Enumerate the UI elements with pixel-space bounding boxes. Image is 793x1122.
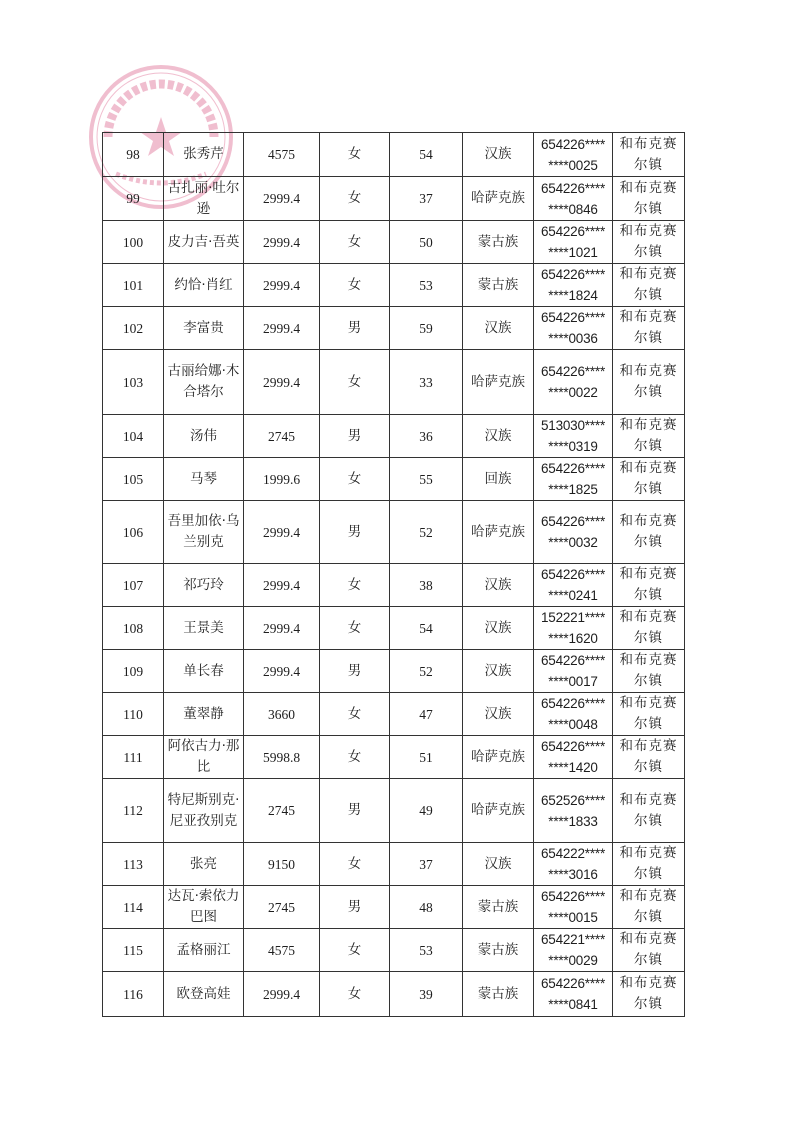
amount-cell: 2999.4	[244, 564, 320, 607]
id-number-cell	[534, 264, 613, 307]
ethnicity-cell: 蒙古族	[463, 221, 534, 264]
row-number-cell: 109	[103, 650, 164, 693]
amount-cell: 2745	[244, 779, 320, 843]
name-cell: 古丽给娜·木合塔尔	[164, 350, 244, 415]
town-cell: 和布克赛尔镇	[613, 929, 685, 972]
amount-cell: 2999.4	[244, 264, 320, 307]
age-cell: 52	[390, 650, 463, 693]
sex-cell: 女	[320, 177, 390, 221]
id-number-part: 654226****	[540, 889, 606, 904]
table-row	[103, 607, 685, 650]
amount-cell: 1999.6	[244, 458, 320, 501]
sex-cell: 女	[320, 843, 390, 886]
id-number-cell	[534, 607, 613, 650]
age-cell: 59	[390, 307, 463, 350]
ethnicity-cell: 汉族	[463, 307, 534, 350]
table-row	[103, 501, 685, 564]
amount-cell: 2745	[244, 415, 320, 458]
id-number-part: 654226****	[540, 310, 606, 325]
age-cell: 54	[390, 607, 463, 650]
town-cell: 和布克赛尔镇	[613, 693, 685, 736]
row-number-cell: 110	[103, 693, 164, 736]
name-cell: 达瓦·索依力巴图	[164, 886, 244, 929]
age-cell: 52	[390, 501, 463, 564]
id-number-part: ****3016	[548, 867, 598, 882]
name-cell: 李富贵	[164, 307, 244, 350]
row-number-cell: 112	[103, 779, 164, 843]
ethnicity-cell: 蒙古族	[463, 972, 534, 1017]
ethnicity-cell: 汉族	[463, 843, 534, 886]
id-number-part: 654226****	[540, 653, 606, 668]
row-number-cell: 108	[103, 607, 164, 650]
age-cell: 51	[390, 736, 463, 779]
name-cell: 吾里加依·乌兰别克	[164, 501, 244, 564]
id-number-part: 654226****	[540, 364, 606, 379]
sex-cell: 女	[320, 929, 390, 972]
age-cell: 33	[390, 350, 463, 415]
table-row	[103, 886, 685, 929]
name-cell: 孟格丽江	[164, 929, 244, 972]
roster-table	[102, 132, 685, 1017]
name-cell: 张亮	[164, 843, 244, 886]
ethnicity-cell: 哈萨克族	[463, 501, 534, 564]
ethnicity-cell: 蒙古族	[463, 886, 534, 929]
table-row	[103, 972, 685, 1017]
table-row	[103, 177, 685, 221]
id-number-part: 654226****	[540, 739, 606, 754]
sex-cell: 女	[320, 972, 390, 1017]
id-number-part: ****1824	[548, 288, 598, 303]
table-row	[103, 650, 685, 693]
table-row	[103, 693, 685, 736]
table-row	[103, 264, 685, 307]
id-number-part: 654226****	[540, 976, 606, 991]
id-number-part: ****0025	[548, 157, 598, 173]
sex-cell: 女	[320, 693, 390, 736]
sex-cell: 女	[320, 564, 390, 607]
sex-cell: 男	[320, 307, 390, 350]
id-number-part: 654226****	[540, 267, 606, 282]
id-number-part: ****0036	[548, 331, 598, 346]
id-number-cell	[534, 886, 613, 929]
town-cell: 和布克赛尔镇	[613, 501, 685, 564]
name-cell: 皮力吉·吾英	[164, 221, 244, 264]
id-number-part: 654226****	[540, 461, 606, 476]
row-number-cell: 105	[103, 458, 164, 501]
amount-cell: 2999.4	[244, 221, 320, 264]
amount-cell: 2999.4	[244, 177, 320, 221]
name-cell: 单长春	[164, 650, 244, 693]
id-number-part: 654226****	[540, 567, 606, 582]
age-cell: 49	[390, 779, 463, 843]
id-number-cell	[534, 221, 613, 264]
town-cell: 和布克赛尔镇	[613, 458, 685, 501]
town-cell: 和布克赛尔镇	[613, 415, 685, 458]
row-number-cell: 106	[103, 501, 164, 564]
name-cell: 董翠静	[164, 693, 244, 736]
town-cell: 和布克赛尔镇	[613, 886, 685, 929]
id-number-part: ****1833	[548, 813, 598, 829]
age-cell: 38	[390, 564, 463, 607]
table-row	[103, 307, 685, 350]
id-number-part: ****0846	[548, 201, 598, 217]
sex-cell: 男	[320, 779, 390, 843]
town-cell: 和布克赛尔镇	[613, 650, 685, 693]
row-number-cell: 111	[103, 736, 164, 779]
id-number-cell	[534, 929, 613, 972]
age-cell: 37	[390, 843, 463, 886]
id-number-cell	[534, 307, 613, 350]
amount-cell: 2999.4	[244, 607, 320, 650]
ethnicity-cell: 汉族	[463, 650, 534, 693]
age-cell: 50	[390, 221, 463, 264]
sex-cell: 男	[320, 415, 390, 458]
town-cell: 和布克赛尔镇	[613, 564, 685, 607]
town-cell: 和布克赛尔镇	[613, 736, 685, 779]
ethnicity-cell: 汉族	[463, 133, 534, 177]
id-number-part: 654226****	[540, 696, 606, 711]
table-row	[103, 779, 685, 843]
town-cell: 和布克赛尔镇	[613, 972, 685, 1017]
ethnicity-cell: 汉族	[463, 564, 534, 607]
town-cell: 和布克赛尔镇	[613, 133, 685, 177]
id-number-part: ****0015	[548, 910, 598, 925]
name-cell: 张秀芹	[164, 133, 244, 177]
age-cell: 36	[390, 415, 463, 458]
amount-cell: 4575	[244, 133, 320, 177]
amount-cell: 2999.4	[244, 972, 320, 1017]
town-cell: 和布克赛尔镇	[613, 177, 685, 221]
row-number-cell: 107	[103, 564, 164, 607]
name-cell: 汤伟	[164, 415, 244, 458]
amount-cell: 5998.8	[244, 736, 320, 779]
age-cell: 47	[390, 693, 463, 736]
ethnicity-cell: 哈萨克族	[463, 177, 534, 221]
row-number-cell: 102	[103, 307, 164, 350]
sex-cell: 女	[320, 264, 390, 307]
id-number-cell	[534, 177, 613, 221]
id-number-part: ****1420	[548, 760, 598, 775]
row-number-cell: 116	[103, 972, 164, 1017]
id-number-part: ****0029	[548, 953, 598, 968]
row-number-cell: 115	[103, 929, 164, 972]
row-number-cell: 103	[103, 350, 164, 415]
sex-cell: 女	[320, 350, 390, 415]
sex-cell: 女	[320, 736, 390, 779]
id-number-part: 654226****	[540, 180, 606, 196]
id-number-part: ****0017	[548, 674, 598, 689]
ethnicity-cell: 汉族	[463, 607, 534, 650]
sex-cell: 男	[320, 501, 390, 564]
age-cell: 53	[390, 929, 463, 972]
age-cell: 39	[390, 972, 463, 1017]
id-number-part: ****0241	[548, 588, 598, 603]
ethnicity-cell: 蒙古族	[463, 929, 534, 972]
sex-cell: 女	[320, 133, 390, 177]
amount-cell: 9150	[244, 843, 320, 886]
name-cell: 阿依古力·那比	[164, 736, 244, 779]
amount-cell: 2999.4	[244, 650, 320, 693]
row-number-cell: 104	[103, 415, 164, 458]
ethnicity-cell: 哈萨克族	[463, 350, 534, 415]
id-number-cell	[534, 843, 613, 886]
id-number-part: ****0032	[548, 535, 598, 550]
town-cell: 和布克赛尔镇	[613, 779, 685, 843]
id-number-cell	[534, 458, 613, 501]
row-number-cell: 98	[103, 133, 164, 177]
age-cell: 48	[390, 886, 463, 929]
amount-cell: 2999.4	[244, 350, 320, 415]
name-cell: 古扎丽·吐尔逊	[164, 177, 244, 221]
id-number-part: 654221****	[540, 932, 606, 947]
table-row	[103, 843, 685, 886]
age-cell: 55	[390, 458, 463, 501]
row-number-cell: 99	[103, 177, 164, 221]
id-number-part: ****0048	[548, 717, 598, 732]
ethnicity-cell: 哈萨克族	[463, 736, 534, 779]
id-number-cell	[534, 779, 613, 843]
id-number-cell	[534, 415, 613, 458]
id-number-part: 654226****	[540, 514, 606, 529]
ethnicity-cell: 汉族	[463, 415, 534, 458]
town-cell: 和布克赛尔镇	[613, 307, 685, 350]
id-number-part: 654222****	[540, 846, 606, 861]
id-number-part: 652526****	[540, 792, 606, 808]
amount-cell: 2999.4	[244, 307, 320, 350]
table-row	[103, 929, 685, 972]
town-cell: 和布克赛尔镇	[613, 264, 685, 307]
amount-cell: 3660	[244, 693, 320, 736]
sex-cell: 男	[320, 886, 390, 929]
ethnicity-cell: 汉族	[463, 693, 534, 736]
sex-cell: 女	[320, 607, 390, 650]
id-number-part: ****0841	[548, 997, 598, 1012]
sex-cell: 女	[320, 458, 390, 501]
table-row	[103, 458, 685, 501]
age-cell: 53	[390, 264, 463, 307]
id-number-part: ****0022	[548, 385, 598, 400]
id-number-cell	[534, 564, 613, 607]
town-cell: 和布克赛尔镇	[613, 607, 685, 650]
id-number-cell	[534, 133, 613, 177]
name-cell: 王景美	[164, 607, 244, 650]
id-number-cell	[534, 736, 613, 779]
id-number-cell	[534, 501, 613, 564]
amount-cell: 2999.4	[244, 501, 320, 564]
ethnicity-cell: 哈萨克族	[463, 779, 534, 843]
row-number-cell: 100	[103, 221, 164, 264]
id-number-part: 654226****	[540, 224, 606, 239]
id-number-cell	[534, 650, 613, 693]
amount-cell: 4575	[244, 929, 320, 972]
sex-cell: 女	[320, 221, 390, 264]
id-number-cell	[534, 350, 613, 415]
row-number-cell: 113	[103, 843, 164, 886]
table-row	[103, 350, 685, 415]
sex-cell: 男	[320, 650, 390, 693]
age-cell: 54	[390, 133, 463, 177]
id-number-cell	[534, 693, 613, 736]
id-number-part: ****0319	[548, 439, 598, 454]
town-cell: 和布克赛尔镇	[613, 843, 685, 886]
table-row	[103, 736, 685, 779]
id-number-part: 654226****	[540, 136, 606, 152]
id-number-part: ****1620	[548, 631, 598, 646]
ethnicity-cell: 蒙古族	[463, 264, 534, 307]
id-number-part: ****1021	[548, 245, 598, 260]
table-row	[103, 221, 685, 264]
table-row	[103, 415, 685, 458]
town-cell: 和布克赛尔镇	[613, 221, 685, 264]
name-cell: 约恰·肖红	[164, 264, 244, 307]
age-cell: 37	[390, 177, 463, 221]
name-cell: 特尼斯别克·尼亚孜别克	[164, 779, 244, 843]
id-number-part: ****1825	[548, 482, 598, 497]
id-number-part: 152221****	[540, 610, 606, 625]
name-cell: 马琴	[164, 458, 244, 501]
row-number-cell: 114	[103, 886, 164, 929]
roster-table-body	[103, 133, 685, 1017]
row-number-cell: 101	[103, 264, 164, 307]
town-cell: 和布克赛尔镇	[613, 350, 685, 415]
id-number-part: 513030****	[540, 418, 606, 433]
name-cell: 欧登高娃	[164, 972, 244, 1017]
ethnicity-cell: 回族	[463, 458, 534, 501]
table-row	[103, 564, 685, 607]
name-cell: 祁巧玲	[164, 564, 244, 607]
amount-cell: 2745	[244, 886, 320, 929]
id-number-cell	[534, 972, 613, 1017]
table-row	[103, 133, 685, 177]
